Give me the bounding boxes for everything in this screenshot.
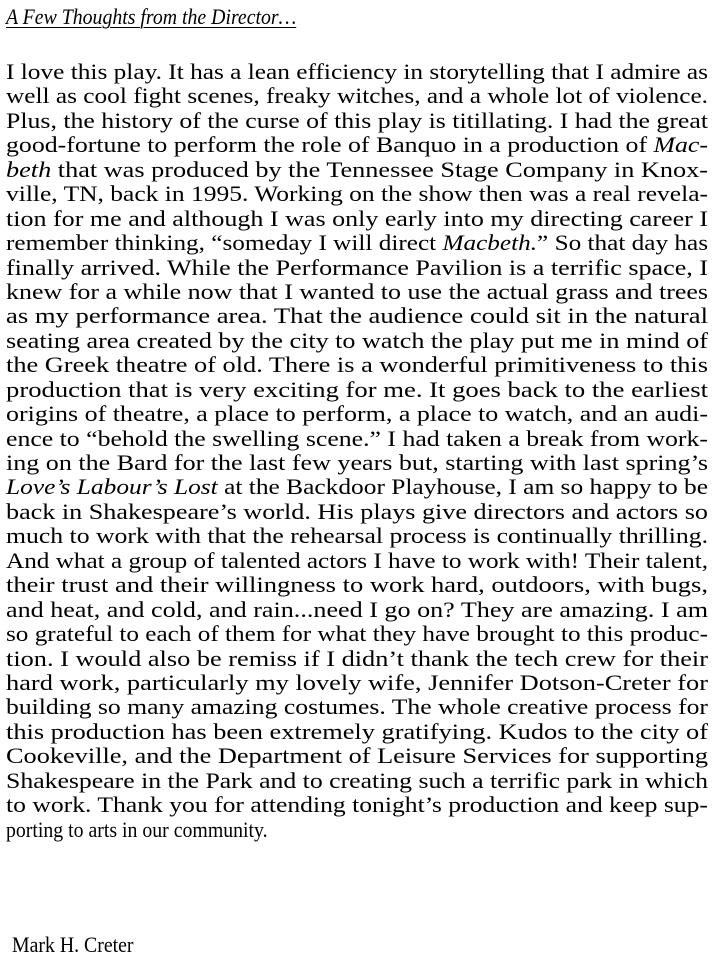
- signature: Mark H. Creter: [12, 932, 134, 957]
- body-line-text: [6, 769, 708, 793]
- body-line-text: [6, 818, 268, 842]
- body-line: [6, 720, 708, 744]
- body-line: [6, 647, 708, 671]
- line-segment: to work. Thank you for attending tonight’s production and keep sup-: [6, 792, 708, 818]
- body-line: [6, 695, 708, 719]
- body-line-text: [6, 182, 708, 206]
- line-segment: Shakespeare in the Park and to creating such a terrific park in which: [6, 767, 709, 793]
- line-segment: ” So that day has: [537, 230, 709, 256]
- body-line-text: [6, 378, 708, 402]
- line-segment: remember thinking, “someday I will direct: [6, 230, 443, 256]
- body-line-text: [6, 329, 708, 353]
- body-line-text: [6, 598, 708, 622]
- line-segment: I love this play. It has a lean efficiency in storytelling that I admire as: [6, 59, 709, 84]
- body-line: [6, 280, 708, 304]
- body-line: [6, 524, 708, 548]
- body-line: [6, 671, 708, 695]
- body-line-text: [6, 427, 708, 451]
- line-segment: well as cool fight scenes, freaky witches, and a whole lot of violence.: [6, 83, 709, 109]
- body-line-text: [6, 84, 708, 108]
- line-segment: so grateful to each of them for what they have brought to this produc-: [6, 621, 708, 647]
- italic-title-text: Mac-: [653, 132, 709, 158]
- page-title: A Few Thoughts from the Director…: [6, 4, 297, 29]
- body-line: [6, 549, 708, 573]
- body-line-text: [6, 158, 708, 182]
- line-segment: back in Shakespeare’s world. His plays give directors and actors so: [6, 498, 708, 524]
- line-segment: ing on the Bard for the last few years but, starting with last spring’s: [6, 450, 708, 475]
- body-line-text: [6, 744, 708, 768]
- italic-title-text: beth: [6, 156, 52, 182]
- line-segment: the Greek theatre of old. There is a wonderful primitiveness to this: [6, 352, 708, 378]
- body-line-text: [6, 500, 708, 524]
- body-line-text: [6, 549, 708, 573]
- line-segment: hard work, particularly my lovely wife, Jennifer Dotson-Creter for: [6, 669, 708, 695]
- body-line-text: [6, 304, 708, 328]
- body-line: [6, 84, 708, 108]
- line-segment: knew for a while now that I wanted to use the actual grass and trees: [6, 278, 709, 304]
- body-line-text: [6, 573, 708, 597]
- body-line-text: [6, 280, 708, 304]
- body-line: [6, 133, 708, 157]
- line-segment: much to work with that the rehearsal process is continually thrilling.: [6, 523, 709, 549]
- body-line-text: [6, 622, 708, 646]
- body-line: [6, 256, 708, 280]
- body-line: [6, 573, 708, 597]
- line-segment: Plus, the history of the curse of this play is titillating. I had the great: [6, 107, 708, 133]
- body-line-text: [6, 647, 708, 671]
- body-line: [6, 793, 708, 817]
- body-line: [6, 353, 708, 377]
- body-line: [6, 451, 708, 475]
- body-line-text: [6, 671, 708, 695]
- body-line-text: [6, 451, 708, 475]
- body-line-text: [6, 720, 708, 744]
- director-letter-body: [6, 60, 708, 842]
- italic-title-text: Love’s Labour’s Lost: [6, 474, 218, 500]
- line-segment: at the Backdoor Playhouse, I am so happy to be: [217, 474, 708, 500]
- line-segment: ville, TN, back in 1995. Working on the show then was a real revela-: [6, 181, 708, 207]
- body-line: [6, 402, 708, 426]
- body-line-text: [6, 207, 708, 231]
- line-segment: seating area created by the city to watch the play put me in mind of: [6, 327, 708, 353]
- line-segment: and heat, and cold, and rain...need I go on? They are amazing. I am: [6, 596, 709, 622]
- body-line: [6, 60, 708, 84]
- body-line: [6, 231, 708, 255]
- body-line: [6, 427, 708, 451]
- body-line-text: [6, 524, 708, 548]
- line-segment: finally arrived. While the Performance Pavilion is a terrific space, I: [6, 254, 709, 280]
- line-segment: tion. I would also be remiss if I didn’t thank the tech crew for their: [6, 645, 709, 671]
- body-line: [6, 769, 708, 793]
- line-segment: porting to arts in our community.: [6, 816, 268, 842]
- italic-title-text: Macbeth.: [442, 230, 538, 256]
- line-segment: good-fortune to perform the role of Banquo in a production of: [6, 132, 654, 158]
- body-line-text: [6, 109, 708, 133]
- body-line-text: [6, 133, 708, 157]
- line-segment: this production has been extremely gratifying. Kudos to the city of: [6, 718, 709, 744]
- line-segment: that was produced by the Tennessee Stage Company in Knox-: [51, 156, 708, 182]
- body-line-text: [6, 60, 708, 84]
- body-line: [6, 182, 708, 206]
- body-line: [6, 622, 708, 646]
- body-line: [6, 207, 708, 231]
- body-line: [6, 475, 708, 499]
- body-line-text: [6, 402, 708, 426]
- line-segment: building so many amazing costumes. The whole creative process for: [6, 694, 708, 720]
- body-line: [6, 500, 708, 524]
- body-line: [6, 818, 708, 842]
- line-segment: their trust and their willingness to work hard, outdoors, with bugs,: [6, 572, 708, 598]
- body-line-text: [6, 231, 708, 255]
- line-segment: as my performance area. That the audience could sit in the natural: [6, 303, 708, 329]
- body-line: [6, 329, 708, 353]
- line-segment: production that is very exciting for me. It goes back to the earliest: [6, 376, 708, 402]
- line-segment: And what a group of talented actors I have to work with! Their talent,: [6, 547, 709, 573]
- body-line: [6, 744, 708, 768]
- body-line-text: [6, 353, 708, 377]
- line-segment: tion for me and although I was only early into my directing career I: [6, 205, 708, 231]
- line-segment: origins of theatre, a place to perform, a place to watch, and an audi-: [6, 401, 709, 427]
- body-line: [6, 109, 708, 133]
- line-segment: ence to “behold the swelling scene.” I had taken a break from work-: [6, 425, 708, 451]
- line-segment: Cookeville, and the Department of Leisure Services for supporting: [6, 743, 709, 769]
- body-line-text: [6, 475, 708, 499]
- body-line-text: [6, 793, 708, 817]
- body-line: [6, 378, 708, 402]
- body-line-text: [6, 256, 708, 280]
- body-line: [6, 598, 708, 622]
- body-line: [6, 304, 708, 328]
- body-line: [6, 158, 708, 182]
- body-line-text: [6, 695, 708, 719]
